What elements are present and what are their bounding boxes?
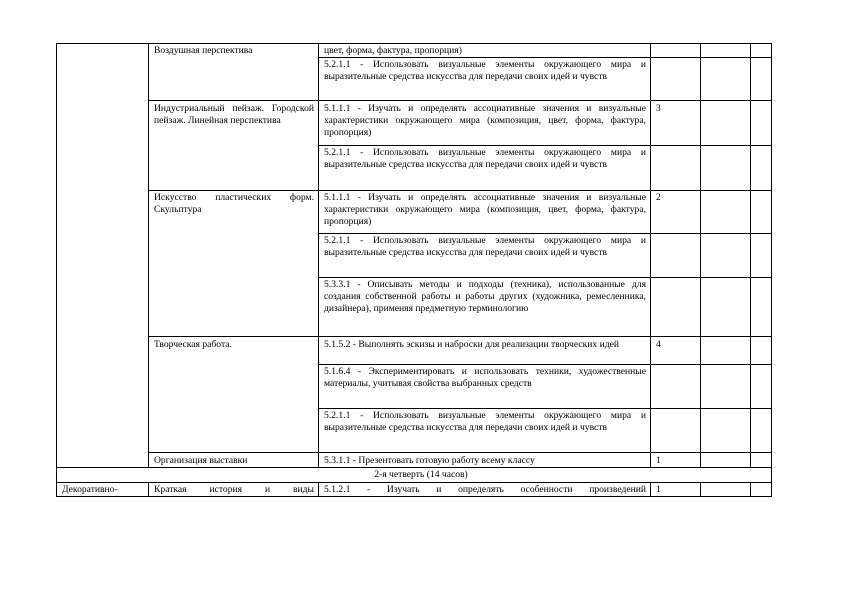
col-divider-5 [750, 43, 751, 467]
quarter-header: 2-я четверть (14 часов) [374, 469, 468, 480]
row-line [148, 452, 772, 453]
hours-cell: 1 [656, 484, 661, 495]
objective-cell: 5.3.1.1 - Презентовать готовую работу всему классу [324, 455, 535, 466]
objective-cell: 5.2.1.1 - Использовать визуальные элементы окружающего мира и выразительные средства искусства для передачи своих идей и чувств [324, 147, 646, 171]
section-cell: Декоративно- [62, 484, 118, 495]
table-border-top [56, 43, 772, 44]
topic-cell: Творческая работа. [154, 339, 232, 350]
col-divider-4b [700, 482, 701, 497]
col-divider-4 [700, 43, 701, 467]
topic-cell: Воздушная перспектива [154, 45, 253, 56]
col-divider-3b [650, 482, 651, 497]
subrow-line [318, 233, 772, 234]
topic-cell: Организация выставки [154, 455, 248, 466]
col-divider-1b [148, 482, 149, 497]
objective-cell: 5.2.1.1 - Использовать визуальные элементы окружающего мира и выразительные средства искусства для передачи своих идей и чувств [324, 235, 646, 259]
objective-cell: 5.1.1.1 - Изучать и определять ассоциативные значения и визуальные характеристики окружающего мира (композиция, цвет, форма, фактура, пропорция) [324, 103, 646, 139]
objective-cell: 5.3.3.1 - Описывать методы и подходы (техника), использованные для создания собственной работы и работы других (художника, ремесленника, дизайнера), применяя предметную терминологию [324, 279, 646, 315]
hours-cell: 1 [656, 455, 661, 466]
col-divider-2b [318, 482, 319, 497]
topic-cell: Индустриальный пейзаж. Городской пейзаж. Линейная перспектива [154, 103, 314, 127]
objective-cell: 5.2.1.1 - Использовать визуальные элементы окружающего мира и выразительные средства искусства для передачи своих идей и чувств [324, 59, 646, 83]
col-divider-5b [750, 482, 751, 497]
hours-cell: 4 [656, 339, 661, 350]
table-border-left [56, 43, 57, 497]
row-line [148, 100, 772, 101]
col-divider-3 [650, 43, 651, 467]
hours-cell: 3 [656, 103, 661, 114]
quarter-line-bottom [56, 482, 772, 483]
subrow-line [318, 408, 772, 409]
topic-cell: Искусство пластических форм. Скульптура [154, 192, 314, 216]
objective-cell: 5.1.6.4 - Экспериментировать и использовать техники, художественные материалы, учитывая свойства выбранных средств [324, 366, 646, 390]
row-line [148, 190, 772, 191]
subrow-line [318, 277, 772, 278]
objective-cell: 5.1.5.2 - Выполнять эскизы и наброски для реализации творческих идей [324, 339, 619, 350]
objective-cell: 5.1.2.1 - Изучать и определять особенности произведений [324, 484, 646, 495]
objective-cell: цвет, форма, фактура, пропорция) [324, 45, 462, 56]
row-line [148, 336, 772, 337]
col-divider-1 [148, 43, 149, 467]
objective-cell: 5.1.1.1 - Изучать и определять ассоциативные значения и визуальные характеристики окружающего мира (композиция, цвет, форма, фактура, пропорция) [324, 192, 646, 228]
hours-cell: 2 [656, 192, 661, 203]
table-border-right [771, 43, 772, 497]
col-divider-2 [318, 43, 319, 467]
topic-cell: Краткая история и виды [154, 484, 314, 495]
subrow-line [318, 364, 772, 365]
objective-cell: 5.2.1.1 - Использовать визуальные элементы окружающего мира и выразительные средства искусства для передачи своих идей и чувств [324, 410, 646, 434]
subrow-line [318, 145, 772, 146]
